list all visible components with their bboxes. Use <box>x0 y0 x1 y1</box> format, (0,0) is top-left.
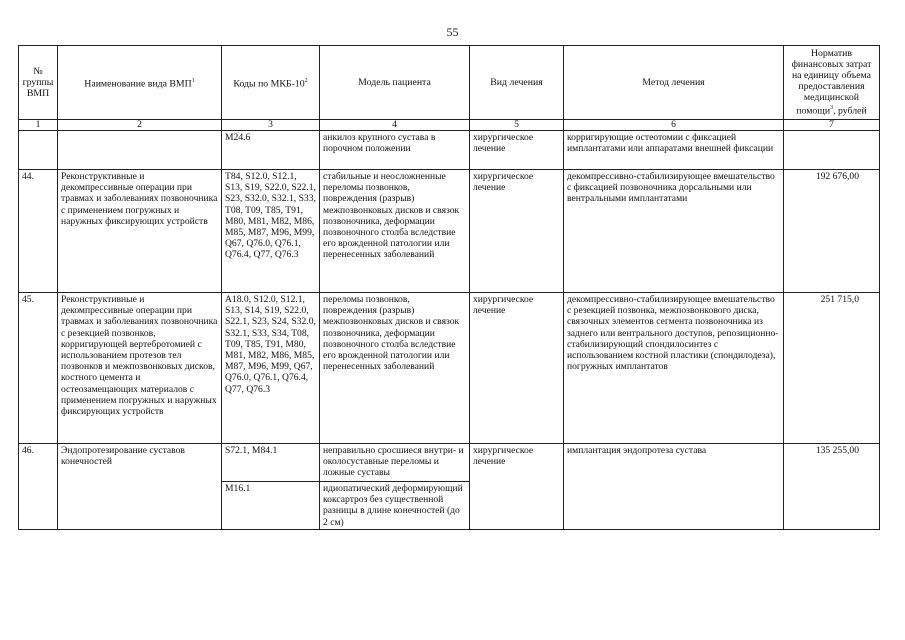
table-header-row <box>19 46 880 120</box>
group-cell <box>19 131 58 170</box>
column-number: 6 <box>564 120 784 131</box>
header-model: Модель пациента <box>320 46 470 120</box>
model-cell: стабильные и неосложненные переломы позвонков, повреждения (разрыв) межпозвонковых дисков и связок позвоночника, деформации позвоночного столба вследствие его врожденной патологии или перенесенных заболеваний <box>320 170 470 293</box>
group-cell: 45. <box>19 293 58 444</box>
column-number: 2 <box>58 120 222 131</box>
name-cell <box>58 131 222 170</box>
cost-cell: 251 715,0 <box>784 293 880 444</box>
codes-cell: M16.1 <box>222 482 320 530</box>
table-row <box>19 444 880 482</box>
table-row <box>19 293 880 444</box>
cost-cell: 135 255,00 <box>784 444 880 530</box>
treatment-type-cell: хирургическое лечение <box>470 293 564 444</box>
header-method: Метод лечения <box>564 46 784 120</box>
header-group: № группы ВМП <box>19 46 58 120</box>
codes-cell: T84, S12.0, S12.1, S13, S19, S22.0, S22.1, S23, S32.0, S32.1, S33, T08, T09, T85, T91, M80, M81, M82, M86, M85, M87, M96, M99, Q67, Q76.0, Q76.1, Q76.4, Q77, Q76.3 <box>222 170 320 293</box>
codes-cell: M24.6 <box>222 131 320 170</box>
column-number: 1 <box>19 120 58 131</box>
name-cell: Реконструктивные и декомпрессивные операции при травмах и заболеваниях позвоночника с применением погружных и наружных фиксирующих устройств <box>58 170 222 293</box>
group-cell: 44. <box>19 170 58 293</box>
header-name: Наименование вида ВМП$^1$ <box>58 46 222 120</box>
cost-cell <box>784 131 880 170</box>
column-number: 4 <box>320 120 470 131</box>
treatment-type-cell: хирургическое лечение <box>470 444 564 530</box>
column-number: 7 <box>784 120 880 131</box>
method-cell: имплантация эндопротеза сустава <box>564 444 784 530</box>
model-cell: идиопатический деформирующий коксартроз без существенной разницы в длине конечностей (до 2 см) <box>320 482 470 530</box>
name-cell: Реконструктивные и декомпрессивные операции при травмах и заболеваниях позвоночника с резекцией позвонков, корригирующей вертебротомией с использованием протезов тел позвонков и межпозвонковых дисков, костного цемента и остеозамещающих материалов с применением погружных и наружных фиксирующих устройств <box>58 293 222 444</box>
model-cell: анкилоз крупного сустава в порочном положении <box>320 131 470 170</box>
codes-cell: S72.1, M84.1 <box>222 444 320 482</box>
column-numbers-row <box>19 120 880 131</box>
header-codes: Коды по МКБ-$10^2$ <box>222 46 320 120</box>
table-row <box>19 131 880 170</box>
vmp-table <box>18 45 880 530</box>
column-number: 5 <box>470 120 564 131</box>
codes-cell: A18.0, S12.0, S12.1, S13, S14, S19, S22.0, S22.1, S23, S24, S32.0, S32.1, S33, S34, T08, T09, T85, T91, M80, M81, M82, M86, M85, M87, M96, M99, Q67, Q76.0, Q76.1, Q76.4, Q77, Q76.3 <box>222 293 320 444</box>
method-cell: корригирующие остеотомии с фиксацией имплантатами или аппаратами внешней фиксации <box>564 131 784 170</box>
cost-cell: 192 676,00 <box>784 170 880 293</box>
header-treatment-type: Вид лечения <box>470 46 564 120</box>
model-cell: неправильно сросшиеся внутри- и околосуставные переломы и ложные суставы <box>320 444 470 482</box>
page-number: 55 <box>446 25 459 39</box>
method-cell: декомпрессивно-стабилизирующее вмешательство с фиксацией позвоночника дорсальными или вентральными имплантатами <box>564 170 784 293</box>
name-cell: Эндопротезирование суставов конечностей <box>58 444 222 530</box>
table-row <box>19 170 880 293</box>
group-cell: 46. <box>19 444 58 530</box>
treatment-type-cell: хирургическое лечение <box>470 131 564 170</box>
column-number: 3 <box>222 120 320 131</box>
model-cell: переломы позвонков, повреждения (разрыв) межпозвонковых дисков и связок позвоночника, деформации позвоночного столба вследствие его врожденной патологии или перенесенных заболеваний <box>320 293 470 444</box>
treatment-type-cell: хирургическое лечение <box>470 170 564 293</box>
header-cost: Норматив финансовых затрат на единицу объема предоставления медицинской помощи$^3$, рублей <box>784 46 880 120</box>
method-cell: декомпрессивно-стабилизирующее вмешательство с резекцией позвонка, межпозвонкового диска, связочных элементов сегмента позвоночника из заднего или вентрального доступов, репозиционно-стабилизирующий спондилосинтез с использованием костной пластики (спондилодеза), погружных имплантатов <box>564 293 784 444</box>
